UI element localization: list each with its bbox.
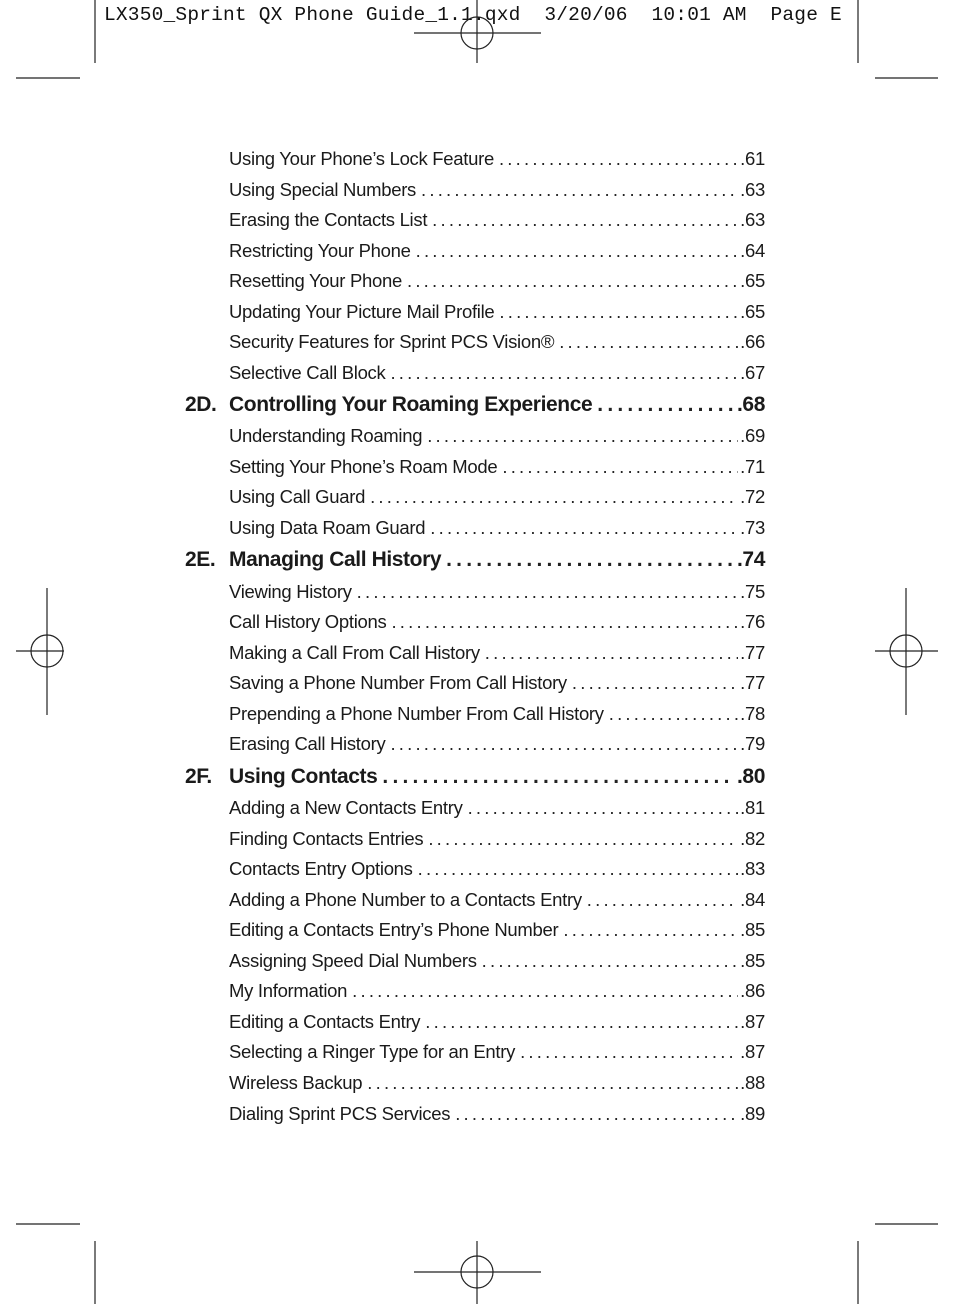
- dot-leader: [407, 270, 738, 292]
- dot-leader: [432, 209, 738, 231]
- toc-section-number: 2E.: [185, 548, 216, 571]
- toc-page-number: .77: [740, 672, 765, 693]
- toc-entry-title: Editing a Contacts Entry’s Phone Number: [229, 919, 559, 940]
- toc-section-title: Using Contacts: [229, 765, 378, 788]
- file-slug-line: LX350_Sprint QX Phone Guide_1.1.qxd 3/20/06 10:01 AM Page E: [104, 4, 842, 26]
- toc-page-number: .75: [740, 581, 765, 602]
- toc-entry-title: Dialing Sprint PCS Services: [229, 1103, 451, 1124]
- toc-entry-title: Using Data Roam Guard: [229, 517, 426, 538]
- toc-entry-row: [229, 148, 765, 170]
- toc-section-row: [185, 393, 765, 417]
- toc-section-title: Managing Call History: [229, 548, 442, 571]
- dot-leader: [609, 703, 738, 725]
- toc-page-number: .68: [737, 393, 765, 416]
- toc-page-number: .77: [740, 642, 765, 663]
- dot-leader: [428, 828, 738, 850]
- toc-entry-title: Wireless Backup: [229, 1072, 363, 1093]
- toc-page-number: .85: [740, 919, 765, 940]
- toc-entry-row: [229, 611, 765, 633]
- toc-page-number: .87: [740, 1041, 765, 1062]
- toc-page-number: .84: [740, 889, 765, 910]
- toc-entry-title: Viewing History: [229, 581, 352, 602]
- toc-page-number: .89: [740, 1103, 765, 1124]
- dot-leader: [416, 240, 739, 262]
- dot-leader: [425, 1011, 738, 1033]
- toc-entry-title: Selecting a Ringer Type for an Entry: [229, 1041, 516, 1062]
- toc-entry-row: [229, 672, 765, 694]
- registration-mark-left: [16, 588, 64, 715]
- registration-mark-bottom: [414, 1241, 541, 1304]
- toc-entry-row: [229, 517, 765, 539]
- toc-page-number: .88: [740, 1072, 765, 1093]
- toc-entry-title: Erasing the Contacts List: [229, 209, 428, 230]
- dot-leader: [390, 733, 738, 755]
- dot-leader: [427, 425, 738, 447]
- toc-page-number: .73: [740, 517, 765, 538]
- registration-mark-right: [875, 588, 938, 715]
- toc-entry-row: [229, 797, 765, 819]
- toc-entry-title: Setting Your Phone’s Roam Mode: [229, 456, 498, 477]
- toc-page-number: .82: [740, 828, 765, 849]
- toc-entry-row: [229, 209, 765, 231]
- toc-entry-title: Understanding Roaming: [229, 425, 423, 446]
- toc-entry-row: [229, 486, 765, 508]
- toc-entry-title: Adding a New Contacts Entry: [229, 797, 463, 818]
- dot-leader: [502, 456, 738, 478]
- dot-leader: [390, 362, 738, 384]
- dot-leader: [455, 1103, 738, 1125]
- dot-leader: [382, 765, 735, 789]
- toc-entry-row: [229, 733, 765, 755]
- toc-section-row: [185, 548, 765, 572]
- toc-entry-title: Restricting Your Phone: [229, 240, 411, 261]
- toc-entry-row: [229, 919, 765, 941]
- toc-entry-title: Editing a Contacts Entry: [229, 1011, 421, 1032]
- toc-entry-row: [229, 331, 765, 353]
- toc-page-number: .63: [740, 179, 765, 200]
- toc-page-number: .64: [740, 240, 765, 261]
- dot-leader: [572, 672, 738, 694]
- dot-leader: [482, 950, 739, 972]
- toc-entry-row: [229, 270, 765, 292]
- toc-page-number: .66: [740, 331, 765, 352]
- toc-entry-row: [229, 301, 765, 323]
- toc-entry-row: [229, 703, 765, 725]
- toc-entry-title: My Information: [229, 980, 348, 1001]
- toc-entry-title: Prepending a Phone Number From Call History: [229, 703, 604, 724]
- toc-entry-title: Adding a Phone Number to a Contacts Entry: [229, 889, 582, 910]
- dot-leader: [499, 148, 738, 170]
- dot-leader: [391, 611, 738, 633]
- toc-page-number: .63: [740, 209, 765, 230]
- toc-page-number: .79: [740, 733, 765, 754]
- toc-page-number: .67: [740, 362, 765, 383]
- toc-entry-title: Security Features for Sprint PCS Vision®: [229, 331, 555, 352]
- dot-leader: [352, 980, 738, 1002]
- toc-entry-row: [229, 1011, 765, 1033]
- toc-section-number: 2D.: [185, 393, 217, 416]
- dot-leader: [357, 581, 739, 603]
- toc-entry-title: Selective Call Block: [229, 362, 386, 383]
- dot-leader: [559, 331, 738, 353]
- toc-entry-row: [229, 456, 765, 478]
- toc-entry-title: Using Call Guard: [229, 486, 366, 507]
- toc-entry-row: [229, 1041, 765, 1063]
- toc-entry-title: Erasing Call History: [229, 733, 386, 754]
- toc-entry-title: Making a Call From Call History: [229, 642, 480, 663]
- toc-page-number: .74: [737, 548, 765, 571]
- toc-page-number: .83: [740, 858, 765, 879]
- dot-leader: [430, 517, 738, 539]
- dot-leader: [597, 393, 735, 417]
- dot-leader: [446, 548, 735, 572]
- toc-page-number: .65: [740, 301, 765, 322]
- toc-entry-row: [229, 642, 765, 664]
- dot-leader: [485, 642, 738, 664]
- toc-page-number: .76: [740, 611, 765, 632]
- toc-entry-row: [229, 581, 765, 603]
- toc-entry-title: Finding Contacts Entries: [229, 828, 424, 849]
- dot-leader: [421, 179, 738, 201]
- toc-page-number: .65: [740, 270, 765, 291]
- toc-page-number: .85: [740, 950, 765, 971]
- toc-page-number: .72: [740, 486, 765, 507]
- toc-entry-row: [229, 950, 765, 972]
- toc-section-title: Controlling Your Roaming Experience: [229, 393, 593, 416]
- toc-entry-row: [229, 858, 765, 880]
- toc-page-number: .61: [740, 148, 765, 169]
- toc-entry-row: [229, 240, 765, 262]
- toc-entry-title: Updating Your Picture Mail Profile: [229, 301, 495, 322]
- toc-entry-row: [229, 828, 765, 850]
- dot-leader: [418, 858, 739, 880]
- toc-entry-title: Resetting Your Phone: [229, 270, 402, 291]
- toc-entry-row: [229, 980, 765, 1002]
- toc-entry-row: [229, 425, 765, 447]
- dot-leader: [499, 301, 738, 323]
- toc-entry-row: [229, 889, 765, 911]
- dot-leader: [468, 797, 739, 819]
- toc-page-number: .80: [737, 765, 765, 788]
- registration-mark-top: [414, 0, 541, 63]
- toc-section-number: 2F.: [185, 765, 212, 788]
- toc-entry-title: Call History Options: [229, 611, 387, 632]
- toc-entry-row: [229, 1072, 765, 1094]
- dot-leader: [370, 486, 738, 508]
- toc-entry-row: [229, 1103, 765, 1125]
- toc-page-number: .69: [740, 425, 765, 446]
- dot-leader: [587, 889, 738, 911]
- dot-leader: [563, 919, 738, 941]
- toc-page-number: .87: [740, 1011, 765, 1032]
- toc-entry-title: Contacts Entry Options: [229, 858, 413, 879]
- toc-entry-row: [229, 179, 765, 201]
- dot-leader: [367, 1072, 738, 1094]
- toc-page-number: .86: [740, 980, 765, 1001]
- dot-leader: [520, 1041, 738, 1063]
- toc-entry-row: [229, 362, 765, 384]
- toc-page-number: .71: [740, 456, 765, 477]
- toc-entry-title: Assigning Speed Dial Numbers: [229, 950, 477, 971]
- toc-entry-title: Using Special Numbers: [229, 179, 417, 200]
- toc-page-number: .78: [740, 703, 765, 724]
- toc-entry-title: Saving a Phone Number From Call History: [229, 672, 567, 693]
- toc-entry-title: Using Your Phone’s Lock Feature: [229, 148, 494, 169]
- toc-page-number: .81: [740, 797, 765, 818]
- toc-section-row: [185, 765, 765, 789]
